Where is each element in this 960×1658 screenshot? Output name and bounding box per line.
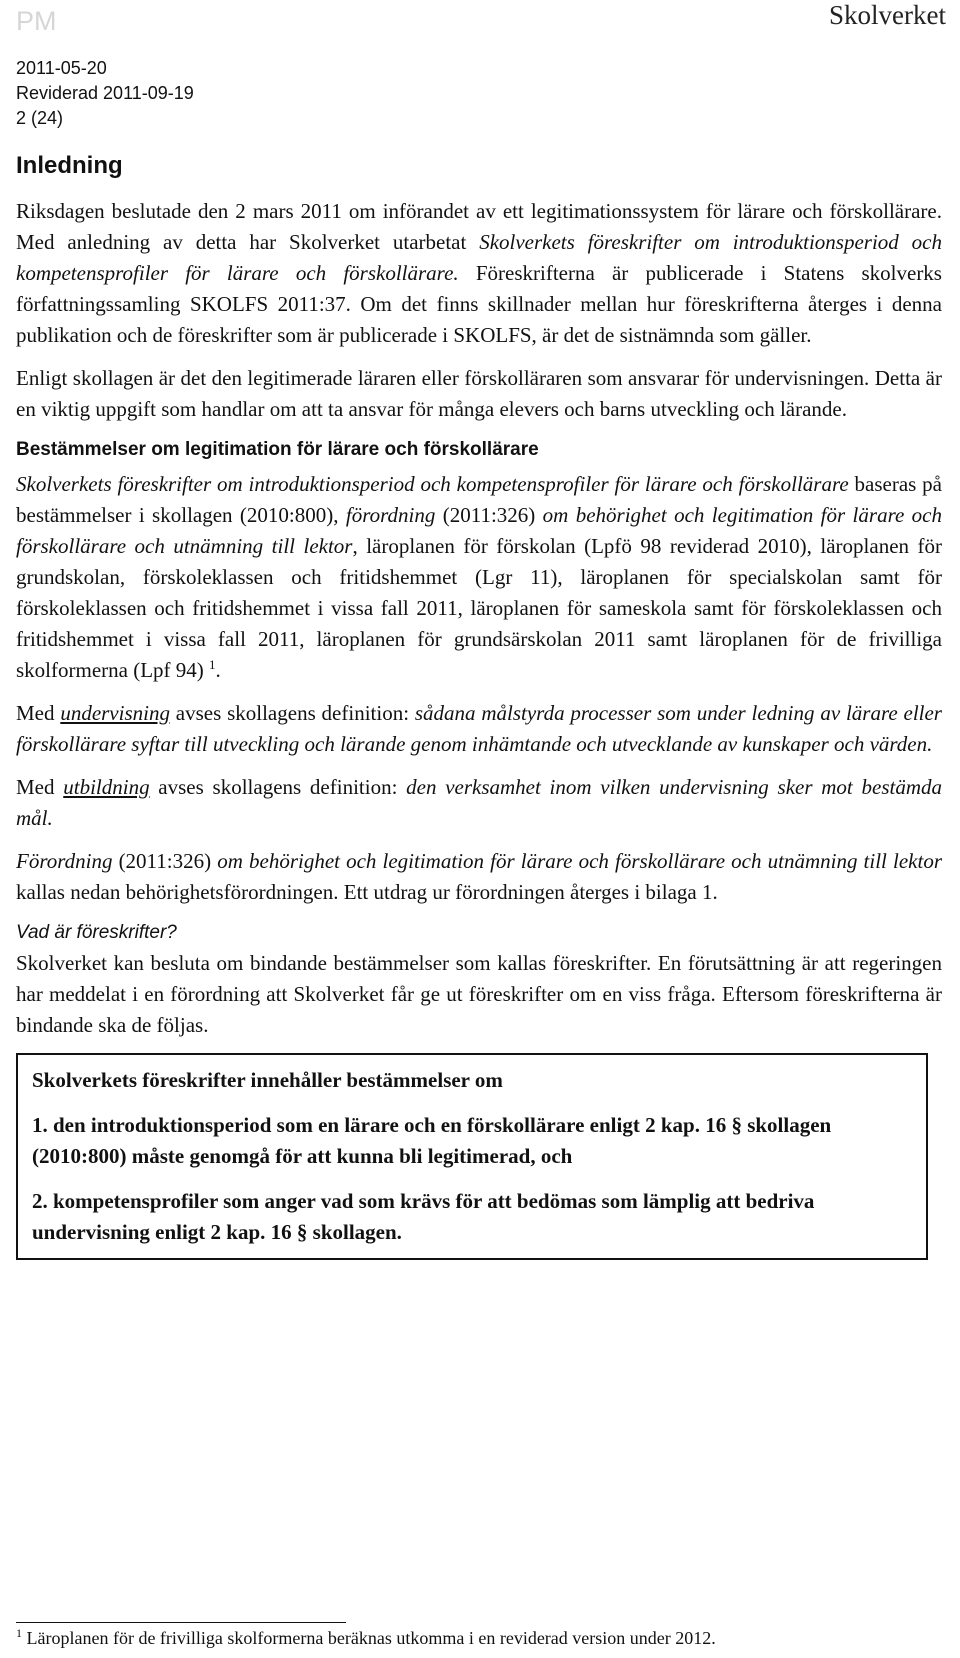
footnote xyxy=(16,1628,716,1649)
text-run-italic: Förordning xyxy=(16,849,113,873)
summary-box-item-2: 2. kompetensprofiler som anger vad som krävs för att bedömas som lämplig att bedriva undervisning enligt 2 kap. 16 § skollagen. xyxy=(32,1189,815,1244)
text-run-italic: om behörighet och legitimation för lärare och förskollärare och utnämning till lektor xyxy=(217,849,942,873)
text-run-italic: sådana målstyrda processer som under ledning av lärare eller förskollärare syftar till utveckling och lärande genom inhämtande och utvecklande av kunskaper och värden. xyxy=(16,701,942,756)
text-run: Med xyxy=(16,775,64,799)
intro-paragraph-1 xyxy=(16,196,942,351)
footnote-reference[interactable]: 1 xyxy=(209,657,216,672)
text-run: baseras på bestämmelser i skollagen (2010:800), xyxy=(16,472,942,527)
intro-paragraph-2: Enligt skollagen är det den legitimerade läraren eller förskolläraren som ansvarar för undervisningen. Detta är en viktig uppgift som handlar om att ta ansvar för många elevers och barns utveckling och lärande. xyxy=(16,366,942,421)
text-run: Med xyxy=(16,701,61,725)
text-run-underline: undervisning xyxy=(60,701,170,725)
text-run: avses skollagens definition: xyxy=(169,701,415,725)
text-run: . xyxy=(215,658,221,682)
text-run-italic: Skolverkets föreskrifter om introduktionsperiod och kompetensprofiler för lärare och förskollärare xyxy=(16,472,849,496)
what-paragraph-1: Skolverket kan besluta om bindande bestämmelser som kallas föreskrifter. En förutsättning är att regeringen har meddelat i en förordning att Skolverket får ge ut föreskrifter om en viss fråga. Eftersom föreskrifterna är bindande ska de följas. xyxy=(16,951,942,1037)
provisions-paragraph-2 xyxy=(16,698,942,760)
page-number: 2 (24) xyxy=(16,108,64,128)
header-pm-label: PM xyxy=(16,6,57,36)
heading-what-are-regulations: Vad är föreskrifter? xyxy=(16,922,177,943)
document-meta xyxy=(16,56,194,131)
provisions-paragraph-3 xyxy=(16,772,942,834)
document-body xyxy=(16,150,942,1260)
text-run-underline: utbildning xyxy=(63,775,150,799)
text-run: , läroplanen för förskolan (Lpfö 98 reviderad 2010), läroplanen för grundskolan, förskoleklassen och fritidshemmet (Lgr 11), läroplanen för specialskolan samt för förskoleklassen och fritidshemmet i vissa fall 2011, läroplanen för sameskola samt för förskoleklassen och fritidshemmet i vissa fall 2011, läroplanen för grundsärskolan 2011 samt läroplanen för de frivilliga skolformerna (Lpf 94) xyxy=(16,534,942,682)
heading-provisions: Bestämmelser om legitimation för lärare och förskollärare xyxy=(16,439,539,460)
text-run-italic: om behörighet och legitimation för lärare och förskollärare och utnämning till lektor xyxy=(16,503,942,558)
text-run-italic: förordning xyxy=(345,503,436,527)
text-run: (2011:326) xyxy=(112,849,218,873)
footnote-text: Läroplanen för de frivilliga skolformerna beräknas utkomma i en reviderad version under 2012. xyxy=(22,1628,716,1648)
heading-inledning: Inledning xyxy=(16,152,123,179)
text-run: Riksdagen beslutade den 2 mars 2011 om införandet av ett legitimationssystem för lärare och förskollärare. Med anledning av detta har Skolverket utarbetat xyxy=(16,199,942,254)
header-brand: Skolverket xyxy=(829,0,946,30)
text-run: avses skollagens definition: xyxy=(149,775,407,799)
summary-box-item-1: 1. den introduktionsperiod som en lärare och en förskollärare enligt 2 kap. 16 § skollagen (2010:800) måste genomgå för att kunna bli legitimerad, och xyxy=(32,1113,832,1168)
text-run-italic: Skolverkets föreskrifter om introduktionsperiod och kompetensprofiler för lärare och förskollärare. xyxy=(16,230,942,285)
document-revised: Reviderad 2011-09-19 xyxy=(16,83,194,103)
provisions-paragraph-1 xyxy=(16,469,942,686)
summary-box xyxy=(16,1053,928,1260)
summary-box-title: Skolverkets föreskrifter innehåller bestämmelser om xyxy=(32,1068,503,1092)
footnote-mark: 1 xyxy=(16,1626,22,1640)
text-run: Föreskrifterna är publicerade i Statens skolverks författningssamling SKOLFS 2011:37. Om det finns skillnader mellan hur föreskrifterna återges i denna publikation och de föreskrifter som är publicerade i SKOLFS, är det de sistnämnda som gäller. xyxy=(16,261,942,347)
provisions-paragraph-4 xyxy=(16,846,942,908)
document-date: 2011-05-20 xyxy=(16,58,107,78)
text-run: kallas nedan behörighetsförordningen. Ett utdrag ur förordningen återges i bilaga 1. xyxy=(16,880,718,904)
text-run-italic: den verksamhet inom vilken undervisning sker mot bestämda mål. xyxy=(16,775,942,830)
text-run: (2011:326) xyxy=(435,503,543,527)
footnote-divider xyxy=(16,1622,346,1623)
